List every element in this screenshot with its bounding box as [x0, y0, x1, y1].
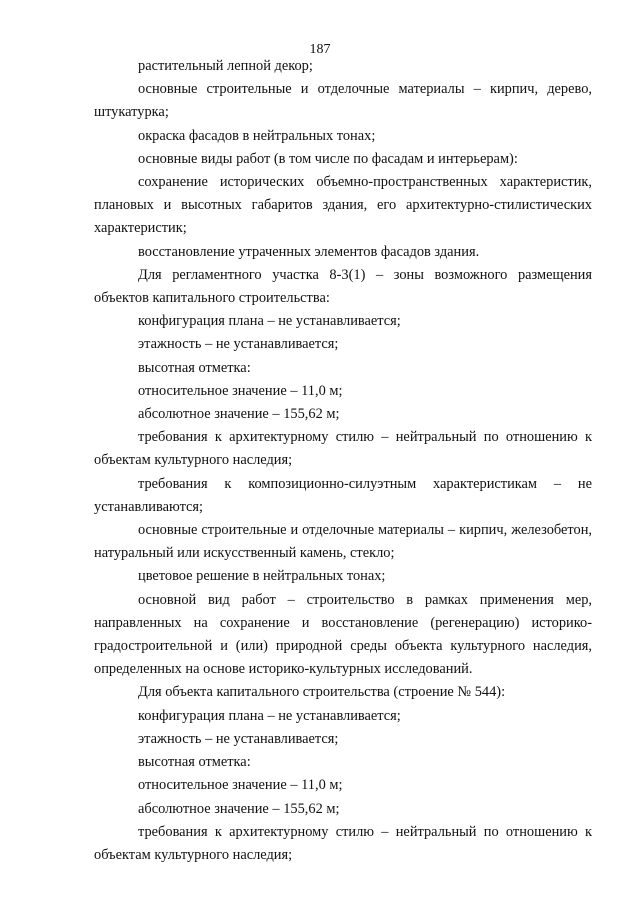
paragraph: этажность – не устанавливается;: [138, 336, 339, 353]
paragraph: основной вид работ – строительство в рамках применения мер, направленных на сохранение и восстановление (регенерацию) историко-градостроительной и (или) природной среды объекта культурного наследия, определенных на основе историко-культурных исследований.: [94, 591, 592, 678]
paragraph: требования к композиционно-силуэтным характеристикам – не устанавливаются;: [94, 475, 592, 515]
page-number: 187: [309, 42, 331, 57]
paragraph: окраска фасадов в нейтральных тонах;: [138, 127, 376, 144]
paragraph: абсолютное значение – 155,62 м;: [138, 800, 340, 817]
paragraph: восстановление утраченных элементов фасадов здания.: [138, 243, 480, 260]
document-body: [94, 55, 592, 867]
paragraph: Для объекта капитального строительства (строение № 544):: [138, 684, 506, 701]
paragraph: сохранение исторических объемно-пространственных характеристик, плановых и высотных габаритов здания, его архитектурно-стилистических характеристик;: [94, 174, 592, 237]
paragraph: основные строительные и отделочные материалы – кирпич, дерево, штукатурка;: [94, 81, 592, 121]
paragraph: конфигурация плана – не устанавливается;: [138, 707, 401, 724]
paragraph: растительный лепной декор;: [138, 58, 313, 74]
paragraph: требования к архитектурному стилю – нейтральный по отношению к объектам культурного наследия;: [94, 429, 592, 469]
paragraph: основные строительные и отделочные материалы – кирпич, железобетон, натуральный или искусственный камень, стекло;: [94, 522, 592, 562]
paragraph: требования к архитектурному стилю – нейтральный по отношению к объектам культурного наследия;: [94, 823, 592, 863]
paragraph: относительное значение – 11,0 м;: [138, 382, 343, 399]
paragraph: абсолютное значение – 155,62 м;: [138, 406, 340, 423]
paragraph: относительное значение – 11,0 м;: [138, 777, 343, 794]
paragraph: высотная отметка:: [138, 359, 251, 376]
paragraph: Для регламентного участка 8-3(1) – зоны возможного размещения объектов капитального строительства:: [94, 266, 592, 307]
paragraph: основные виды работ (в том числе по фасадам и интерьерам):: [138, 150, 518, 167]
paragraph: этажность – не устанавливается;: [138, 730, 339, 747]
paragraph: цветовое решение в нейтральных тонах;: [138, 568, 386, 585]
paragraph: высотная отметка:: [138, 754, 251, 771]
paragraph: конфигурация плана – не устанавливается;: [138, 313, 401, 330]
